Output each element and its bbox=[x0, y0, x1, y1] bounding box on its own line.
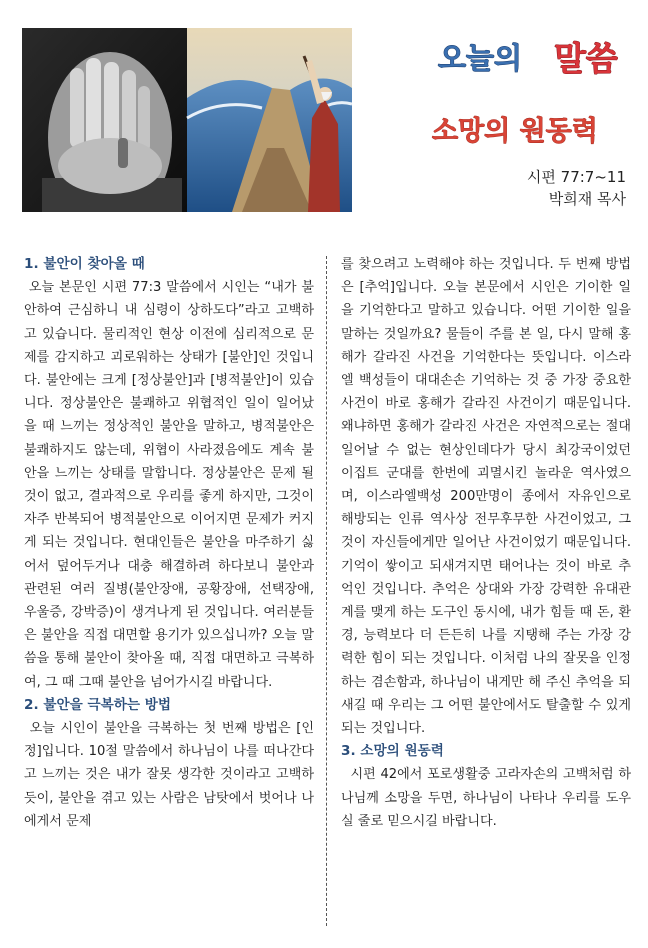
sermon-title-block bbox=[424, 106, 638, 154]
section-3-body-text: 시편 42에서 포로생활중 고라자손의 고백처럼 하나님께 소망을 두면, 하나님이 나타나 우리를 도우실 줄로 믿으시길 바랍니다. bbox=[341, 767, 631, 829]
section-1-heading: 1. 불안이 찾아올 때 bbox=[24, 256, 145, 272]
section-3-body bbox=[341, 763, 631, 833]
red-sea-painting bbox=[187, 28, 352, 212]
right-column bbox=[341, 253, 631, 833]
sermon-reference bbox=[527, 166, 626, 210]
sermon-title: 소망의 원동력 bbox=[432, 116, 598, 147]
section-2-heading: 2. 불안을 극복하는 방법 bbox=[24, 696, 172, 713]
scripture-reference: 시편 77:7~11 bbox=[526, 168, 626, 186]
column-divider bbox=[326, 256, 327, 926]
section-1-body-text: 오늘 본문인 시편 77:3 말씀에서 시인는 “내가 불안하여 근심하니 내 심령이 상하도다”라고 고백하고 있습니다. 물리적인 현상 이전에 심리적으로 문제를 감지하고 괴로워하는 상태가 [불안]인 것입니다. 불안에는 크게 [정상불안]과 [병적불안]이 있습니다. 정상불안은 불쾌하고 위협적인 일이 일어났을 때 느끼는 정상적인 불안을 말하고, 병적불안은 불쾌하지도 않는데, 위협이 사라졌음에도 계속 불안을 느끼는 상태를 말합니다. 정상불안은 문제 될 것이 없고, 결과적으로 우리를 좋게 하지만, 그것이 자주 반복되어 병적불안으로 이어지면 문제가 커지게 되는 것입니다. 현대인들은 불안을 마주하기 싫어서 덮어두거나 대충 해결하려 하다보니 불안과 관련된 여러 질병(불안장애, 공황장애, 선택장애, 우울증, 강박증)이 생겨나게 된 것입니다. 여러분들은 불안을 직접 대면할 용기가 있으십니까? 오늘 말씀을 통해 불안이 찾아올 때, 직접 대면하고 극복하여, 그 때 그때 불안을 넘어가시길 바랍니다. bbox=[24, 280, 314, 690]
brand-title bbox=[430, 28, 640, 88]
section-3-heading: 3. 소망의 원동력 bbox=[341, 743, 444, 760]
section-2-body-left-text: 오늘 시인이 불안을 극복하는 첫 번째 방법은 [인정]입니다. 10절 말씀에서 하나님이 나를 떠나간다고 느끼는 것은 내가 잘못 생각한 것이라고 고백하듯이, 불안을 겪고 있는 사람은 남탓에서 벗어나 나에게서 문제 bbox=[24, 721, 314, 829]
brand-title-part2: 말씀 bbox=[554, 39, 618, 78]
header-photo-collage bbox=[22, 28, 352, 212]
section-1-body bbox=[24, 276, 314, 694]
left-column bbox=[24, 253, 314, 833]
distressed-man-photo bbox=[22, 28, 187, 212]
preacher-name: 박희재 목사 bbox=[548, 190, 626, 208]
section-2-body-left bbox=[24, 717, 314, 833]
brand-title-part1: 오늘의 bbox=[438, 41, 523, 75]
section-2-body-right: 를 찾으려고 노력해야 하는 것입니다. 두 번째 방법은 [추억]입니다. 오늘 본문에서 시인은 기이한 일을 기억한다고 말하고 있습니다. 어떤 기이한 일을 말하는 것일까요? 물들이 주를 본 일, 다시 말해 홍해가 갈라진 사건을 기억한다는 뜻입니다. 이스라엘 백성들이 대대손손 기억하는 것 중 가장 중요한 사건이 바로 홍해가 갈라진 사건이기 때문입니다. 왜냐하면 홍해가 갈라진 사건은 자연적으로는 절대 일어날 수 없는 현상인데다가 당시 최강국이었던 이집트 군대를 한번에 괴멸시킨 놀라운 역사였으며, 이스라엘백성 200만명이 종에서 자유인으로 해방되는 인류 역사상 전무후무한 사건이었고, 그것이 자신들에게만 일어난 사건이었기 때문입니다. 기억이 쌓이고 되새겨지면 태어나는 것이 바로 추억인 것입니다. 추억은 상대와 가장 강력한 유대관계를 맺게 하는 도구인 동시에, 내가 힘들 때 돈, 환경, 능력보다 더 든든히 나를 지탱해 주는 가장 강력한 힘이 되는 것입니다. 이처럼 나의 잘못을 인정하는 겸손함과, 하나님이 내게만 해 주신 추억을 되새길 때 우리는 그 어떤 불안에서도 탈출할 수 있게 되는 것입니다. bbox=[341, 257, 631, 737]
collage-illustration bbox=[22, 28, 352, 212]
